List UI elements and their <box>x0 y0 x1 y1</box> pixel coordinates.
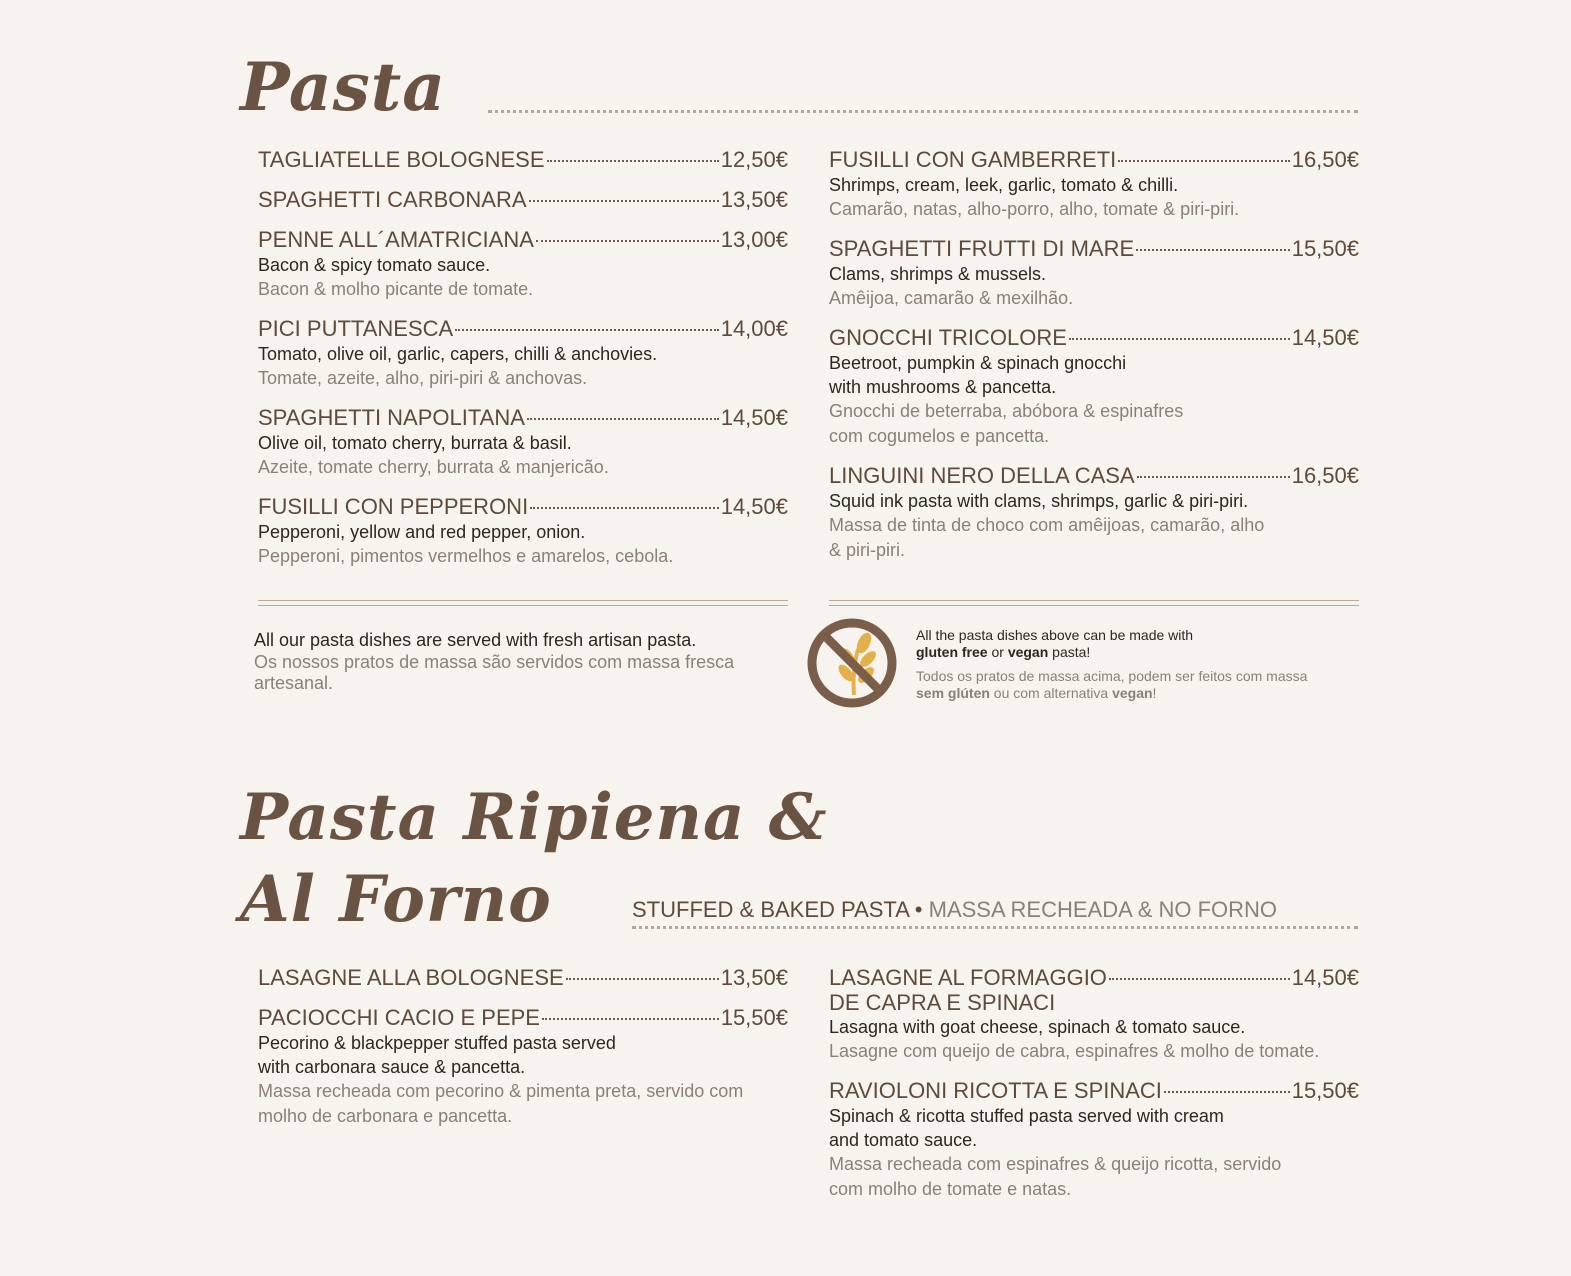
ripiena-subtitle: STUFFED & BAKED PASTA • MASSA RECHEADA & NO FORNO <box>632 897 1278 922</box>
dish-name-continued: DE CAPRA E SPINACI <box>829 990 1056 1015</box>
dish-price: 14,50€ <box>720 405 788 430</box>
dish-price: 16,50€ <box>1291 147 1359 172</box>
dish-description-pt: Camarão, natas, alho-porro, alho, tomate & piri-piri. <box>829 199 1240 219</box>
dish-price: 14,00€ <box>720 316 788 341</box>
ripiena-title: Pasta Ripiena & <box>240 780 828 855</box>
dish-name: GNOCCHI TRICOLORE <box>829 325 1067 350</box>
dish-description-pt: Massa recheada com espinafres & queijo ricotta, servido <box>829 1154 1282 1174</box>
ripiena-title: Al Forno <box>240 862 552 937</box>
dish-price: 15,50€ <box>720 1005 788 1030</box>
dish-description-pt: Gnocchi de beterraba, abóbora & espinafres <box>829 401 1184 421</box>
dish-description-en: and tomato sauce. <box>829 1130 978 1150</box>
dish-description-en: Pepperoni, yellow and red pepper, onion. <box>258 522 586 542</box>
dish-description-en: Squid ink pasta with clams, shrimps, garlic & piri-piri. <box>829 491 1249 511</box>
ripiena-title-divider <box>632 926 1358 929</box>
menu-item <box>258 965 788 991</box>
dish-price: 16,50€ <box>1291 463 1359 488</box>
dish-description-en: Bacon & spicy tomato sauce. <box>258 255 491 275</box>
ripiena-left-column <box>258 965 788 1143</box>
dish-price: 15,50€ <box>1291 236 1359 261</box>
menu-item <box>258 316 788 391</box>
dish-name: RAVIOLONI RICOTTA E SPINACI <box>829 1078 1162 1103</box>
note-en: All the pasta dishes above can be made with <box>916 627 1194 643</box>
pasta-left-column <box>258 147 788 583</box>
gluten-free-note <box>916 627 1366 702</box>
pasta-title-divider <box>488 110 1358 113</box>
dish-description-pt: Tomate, azeite, alho, piri-piri & anchovas. <box>258 368 588 388</box>
dish-description-en: Clams, shrimps & mussels. <box>829 264 1047 284</box>
dish-description-en: Shrimps, cream, leek, garlic, tomato & chilli. <box>829 175 1179 195</box>
menu-item <box>258 1005 788 1129</box>
dish-description-en: Pecorino & blackpepper stuffed pasta served <box>258 1033 616 1053</box>
menu-item <box>829 965 1359 1064</box>
dish-name: SPAGHETTI FRUTTI DI MARE <box>829 236 1135 261</box>
dish-description-en: Spinach & ricotta stuffed pasta served with cream <box>829 1106 1224 1126</box>
dish-name: PENNE ALL´AMATRICIANA <box>258 227 534 252</box>
ripiena-right-column <box>829 965 1359 1216</box>
dish-name: PACIOCCHI CACIO E PEPE <box>258 1005 540 1030</box>
note-pt: sem glúten ou com alternativa vegan! <box>916 685 1157 701</box>
dish-name: LASAGNE AL FORMAGGIO <box>829 965 1107 990</box>
dish-price: 13,00€ <box>720 227 788 252</box>
fresh-pasta-note <box>254 628 794 694</box>
menu-item <box>829 236 1359 311</box>
dish-description-pt: Azeite, tomate cherry, burrata & manjericão. <box>258 457 609 477</box>
dish-name: TAGLIATELLE BOLOGNESE <box>258 147 545 172</box>
dish-price: 14,50€ <box>1291 965 1359 990</box>
note-pt: artesanal. <box>254 673 334 693</box>
note-pt: Os nossos pratos de massa são servidos com massa fresca <box>254 652 735 672</box>
dish-name: SPAGHETTI CARBONARA <box>258 187 527 212</box>
menu-item <box>829 463 1359 563</box>
dish-description-pt: Massa de tinta de choco com amêijoas, camarão, alho <box>829 515 1265 535</box>
dish-price: 14,50€ <box>1291 325 1359 350</box>
note-en: gluten free or vegan pasta! <box>916 644 1091 660</box>
dish-name: PICI PUTTANESCA <box>258 316 454 341</box>
dish-description-en: Beetroot, pumpkin & spinach gnocchi <box>829 353 1127 373</box>
menu-item <box>258 405 788 480</box>
dish-description-en: with mushrooms & pancetta. <box>829 377 1057 397</box>
dish-price: 13,50€ <box>720 965 788 990</box>
dish-description-en: Tomato, olive oil, garlic, capers, chilli & anchovies. <box>258 344 658 364</box>
menu-item <box>258 187 788 213</box>
menu-item <box>258 147 788 173</box>
dish-description-pt: Lasagne com queijo de cabra, espinafres & molho de tomate. <box>829 1041 1320 1061</box>
dish-description-pt: com molho de tomate e natas. <box>829 1179 1072 1199</box>
pasta-title: Pasta <box>240 48 447 126</box>
dish-description-pt: com cogumelos e pancetta. <box>829 426 1050 446</box>
dish-name: LASAGNE ALLA BOLOGNESE <box>258 965 564 990</box>
pasta-right-column <box>829 147 1359 577</box>
menu-item <box>829 147 1359 222</box>
gluten-free-icon <box>806 617 898 709</box>
divider-left <box>258 600 788 606</box>
dish-description-pt: Amêijoa, camarão & mexilhão. <box>829 288 1074 308</box>
dish-name: FUSILLI CON PEPPERONI <box>258 494 529 519</box>
divider-right <box>829 600 1359 606</box>
dish-description-pt: Pepperoni, pimentos vermelhos e amarelos, cebola. <box>258 546 674 566</box>
dish-description-pt: Bacon & molho picante de tomate. <box>258 279 534 299</box>
dish-description-pt: molho de carbonara e pancetta. <box>258 1106 513 1126</box>
dish-description-en: with carbonara sauce & pancetta. <box>258 1057 526 1077</box>
dish-price: 15,50€ <box>1291 1078 1359 1103</box>
dish-description-pt: & piri-piri. <box>829 540 906 560</box>
menu-item <box>258 494 788 569</box>
note-en: All our pasta dishes are served with fresh artisan pasta. <box>254 630 697 650</box>
dish-name: FUSILLI CON GAMBERRETI <box>829 147 1117 172</box>
dish-description-pt: Massa recheada com pecorino & pimenta preta, servido com <box>258 1081 744 1101</box>
dish-description-en: Olive oil, tomato cherry, burrata & basil. <box>258 433 572 453</box>
menu-item <box>829 325 1359 449</box>
note-pt: Todos os pratos de massa acima, podem ser feitos com massa <box>916 668 1308 684</box>
dish-name: LINGUINI NERO DELLA CASA <box>829 463 1135 488</box>
dish-description-en: Lasagna with goat cheese, spinach & tomato sauce. <box>829 1017 1246 1037</box>
menu-item <box>258 227 788 302</box>
dish-name: SPAGHETTI NAPOLITANA <box>258 405 525 430</box>
menu-item <box>829 1078 1359 1202</box>
dish-price: 12,50€ <box>720 147 788 172</box>
dish-price: 13,50€ <box>720 187 788 212</box>
dish-price: 14,50€ <box>720 494 788 519</box>
